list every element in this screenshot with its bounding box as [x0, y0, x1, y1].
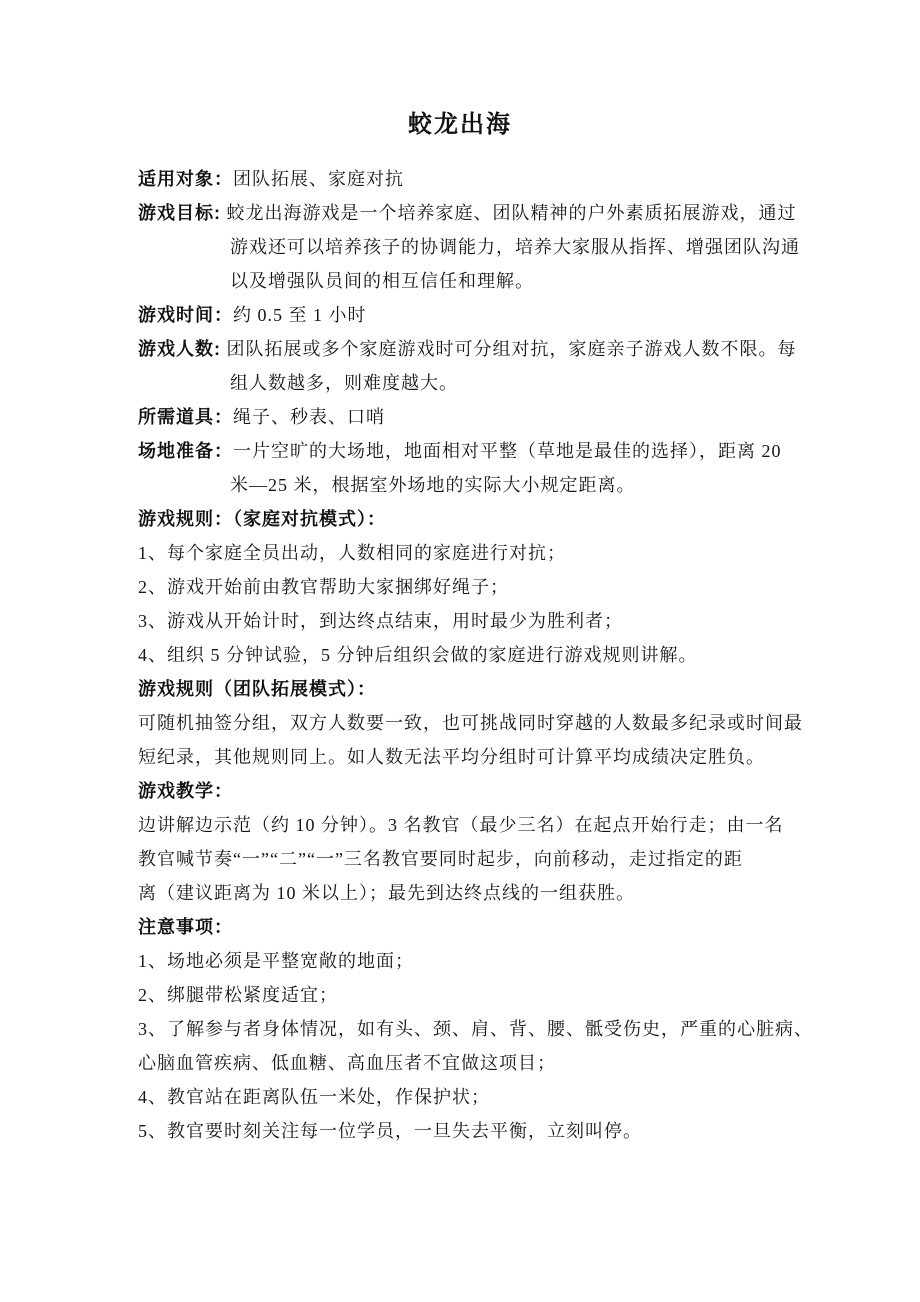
line-text: 5、教官要时刻关注每一位学员，一旦失去平衡，立刻叫停。 [138, 1121, 642, 1141]
field-label: 游戏目标: [138, 203, 221, 223]
doc-line [138, 570, 820, 604]
field-label: 游戏人数: [138, 339, 221, 359]
section-heading: 游戏规则（团队拓展模式）： [138, 679, 376, 699]
doc-line [138, 366, 820, 400]
doc-line [138, 1114, 820, 1148]
doc-line [138, 808, 820, 842]
line-text: 4、组织 5 分钟试验，5 分钟后组织会做的家庭进行游戏规则讲解。 [138, 645, 698, 665]
doc-line [138, 876, 820, 910]
field-label: 场地准备： [138, 441, 233, 461]
line-text: 可随机抽签分组，双方人数要一致，也可挑战同时穿越的人数最多纪录或时间最 [138, 713, 803, 733]
field-label: 所需道具： [138, 407, 233, 427]
document-body [0, 162, 920, 1148]
field-label: 游戏时间： [138, 305, 233, 325]
doc-line [138, 1046, 820, 1080]
doc-line [138, 672, 820, 706]
line-text: 组人数越多，则难度越大。 [230, 373, 458, 393]
doc-line [138, 774, 820, 808]
page-title: 蛟龙出海 [408, 112, 512, 138]
doc-line [138, 400, 820, 434]
line-text: 离（建议距离为 10 米以上）；最先到达终点线的一组获胜。 [138, 883, 635, 903]
line-text: 游戏还可以培养孩子的协调能力，培养大家服从指挥、增强团队沟通 [230, 237, 800, 257]
line-text: 团队拓展、家庭对抗 [233, 169, 404, 189]
line-text: 边讲解边示范（约 10 分钟）。3 名教官（最少三名）在起点开始行走；由一名 [138, 815, 784, 835]
line-text: 2、绑腿带松紧度适宜； [138, 985, 338, 1005]
doc-line [138, 638, 820, 672]
doc-line [138, 230, 820, 264]
doc-line [138, 1012, 820, 1046]
doc-line [138, 434, 820, 468]
doc-line [138, 944, 820, 978]
line-text: 短纪录，其他规则同上。如人数无法平均分组时可计算平均成绩决定胜负。 [138, 747, 765, 767]
field-label: 适用对象： [138, 169, 233, 189]
doc-line [138, 536, 820, 570]
doc-line [138, 910, 820, 944]
line-text: 绳子、秒表、口哨 [233, 407, 385, 427]
line-text: 1、场地必须是平整宽敞的地面； [138, 951, 414, 971]
section-heading: 游戏规则：（家庭对抗模式）： [138, 509, 386, 529]
doc-line [138, 706, 820, 740]
doc-line [138, 502, 820, 536]
section-heading: 注意事项： [138, 917, 233, 937]
doc-line [138, 298, 820, 332]
line-text: 2、游戏开始前由教官帮助大家捆绑好绳子； [138, 577, 509, 597]
line-text: 3、了解参与者身体情况，如有头、颈、肩、背、腰、骶受伤史，严重的心脏病、 [138, 1019, 813, 1039]
doc-line [138, 740, 820, 774]
line-text: 约 0.5 至 1 小时 [233, 305, 367, 325]
line-text: 米—25 米，根据室外场地的实际大小规定距离。 [230, 475, 636, 495]
line-text: 一片空旷的大场地，地面相对平整（草地是最佳的选择），距离 20 [233, 441, 782, 461]
doc-line [138, 264, 820, 298]
line-text: 教官喊节奏“一”“二”“一”三名教官要同时起步，向前移动，走过指定的距 [138, 849, 743, 869]
section-heading: 游戏教学： [138, 781, 233, 801]
line-text: 以及增强队员间的相互信任和理解。 [230, 271, 534, 291]
line-text: 团队拓展或多个家庭游戏时可分组对抗，家庭亲子游戏人数不限。每 [221, 339, 797, 359]
doc-line [138, 468, 820, 502]
doc-line [138, 196, 820, 230]
doc-line [138, 162, 820, 196]
line-text: 4、教官站在距离队伍一米处，作保护状； [138, 1087, 490, 1107]
doc-line [138, 332, 820, 366]
doc-line [138, 842, 820, 876]
doc-line [138, 1080, 820, 1114]
line-text: 1、每个家庭全员出动，人数相同的家庭进行对抗； [138, 543, 566, 563]
doc-line [138, 604, 820, 638]
line-text: 3、游戏从开始计时，到达终点结束，用时最少为胜利者； [138, 611, 623, 631]
line-text: 蛟龙出海游戏是一个培养家庭、团队精神的户外素质拓展游戏，通过 [221, 203, 797, 223]
line-text: 心脑血管疾病、低血糖、高血压者不宜做这项目； [138, 1053, 556, 1073]
doc-line [138, 978, 820, 1012]
